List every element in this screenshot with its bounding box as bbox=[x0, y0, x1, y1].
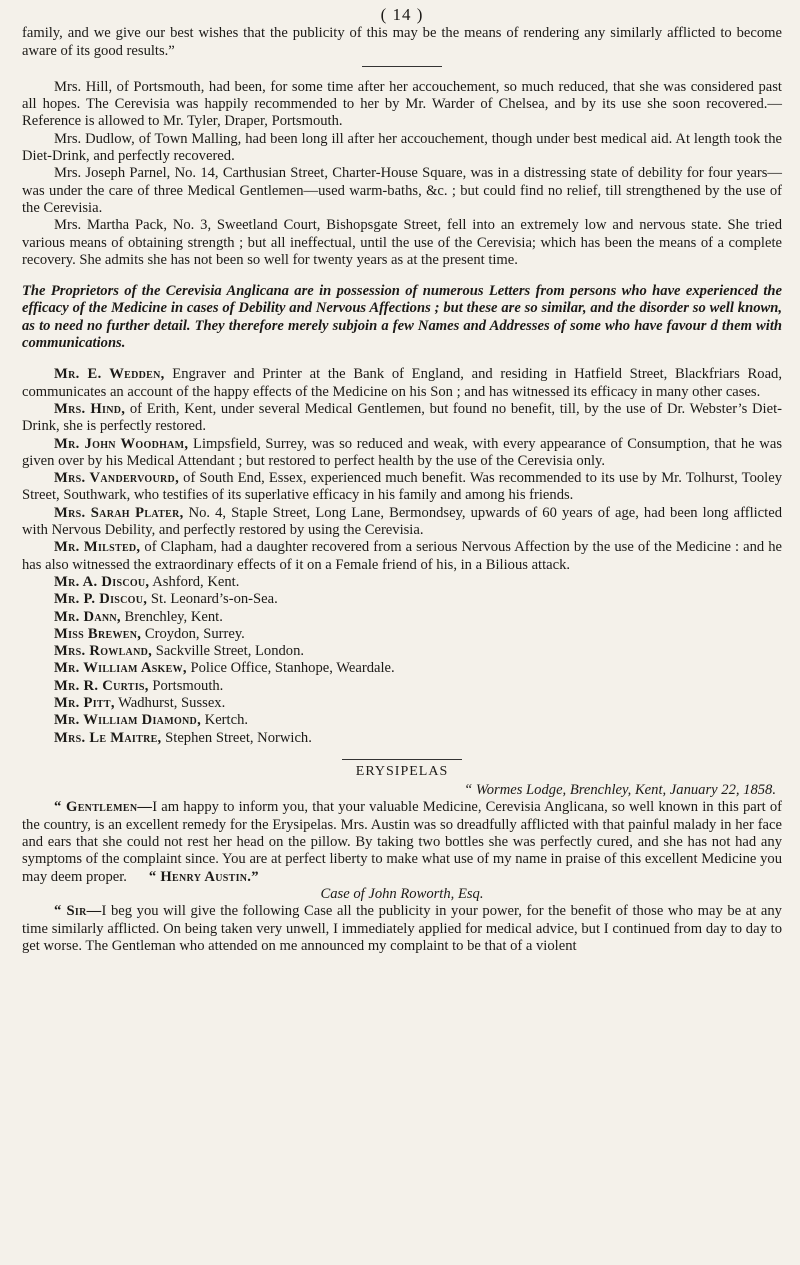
list-address: Wadhurst, Sussex. bbox=[114, 694, 226, 711]
letter-text: I am happy to inform you, that your valuable Medicine, Cerevisia Anglicana, so well known in this part of the country, is an excellent remedy for the Erysipelas. Mrs. Austin was so dreadfully afflicted with that painful malady in her face and ears that she could not rest her head on the pillow. By taking two bottles she was perfectly cured, and she has not had any symptoms of the complaint since. You are at perfect liberty to make what use of my name in praise of this excellent Medicine you may deem proper. bbox=[22, 799, 782, 885]
case-title: Case of John Roworth, Esq. bbox=[320, 885, 484, 902]
section-heading bbox=[22, 759, 782, 780]
list-name: Mrs. Le Maitre, bbox=[54, 729, 162, 746]
list-name: Mr. Dann, bbox=[54, 608, 121, 625]
name-list-item bbox=[22, 574, 782, 591]
testimonial-paragraph: Mrs. Dudlow, of Town Malling, had been long ill after her accouchement, though under best medical aid. At length took the Diet-Drink, and perfectly recovered. bbox=[22, 130, 782, 165]
document-page bbox=[22, 6, 782, 955]
letter-salutation: “ Gentlemen— bbox=[54, 799, 153, 816]
list-name: Mr. A. Discou, bbox=[54, 573, 150, 590]
entry-text: of Erith, Kent, under several Medical Gentlemen, but found no benefit, till, by the use of Dr. Webster’s Diet-Drink, she is perfectly restored. bbox=[22, 400, 782, 435]
testimonial-paragraph: Mrs. Joseph Parnel, No. 14, Carthusian Street, Charter-House Square, was in a distressing state of debility for four years—was under the care of three Medical Gentlemen—used warm-baths, &c. ; but could find no relief, till strengthened by the use of the Cerevisia. bbox=[22, 165, 782, 216]
heading-rule bbox=[342, 759, 462, 760]
list-name: Mr. Pitt, bbox=[54, 694, 115, 711]
name-list-item bbox=[22, 643, 782, 660]
entry-paragraph bbox=[22, 366, 782, 401]
list-name: Mrs. Rowland, bbox=[54, 643, 153, 660]
list-address: Police Office, Stanhope, Weardale. bbox=[186, 660, 395, 677]
entry-text: Engraver and Printer at the Bank of England, and residing in Hatfield Street, Blackfriars Road, communicates an account of the happy effects of the Medicine on his Son ; and has witnessed its efficacy in many other cases. bbox=[22, 366, 782, 400]
entry-paragraph bbox=[22, 436, 782, 471]
entry-paragraph bbox=[22, 539, 782, 574]
list-address: Stephen Street, Norwich. bbox=[161, 729, 312, 746]
name-list-item bbox=[22, 591, 782, 608]
entry-text: No. 4, Staple Street, Long Lane, Bermondsey, upwards of 60 years of age, had been long afflicted with Nervous Debility, and perfectly restored by using the Cerevisia. bbox=[22, 504, 782, 539]
intro-paragraph: family, and we give our best wishes that the publicity of this may be the means of rendering any similarly afflicted to become aware of its good results.” bbox=[22, 25, 782, 59]
list-address: Portsmouth. bbox=[148, 677, 224, 694]
name-list-item bbox=[22, 712, 782, 729]
list-name: Mr. R. Curtis, bbox=[54, 677, 149, 694]
entry-text: of Clapham, had a daughter recovered from a serious Nervous Affection by the use of the Medicine : and he has also witnessed the extraordinary effects of it on a Female friend of his, in a Bilious attack. bbox=[22, 539, 782, 573]
name-list-item bbox=[22, 609, 782, 626]
entry-name: Mrs. Hind, bbox=[54, 400, 126, 417]
list-address: Sackville Street, London. bbox=[152, 643, 305, 660]
name-list-item bbox=[22, 730, 782, 747]
testimonial-paragraph: Mrs. Martha Pack, No. 3, Sweetland Court, Bishopsgate Street, fell into an extremely low and nervous state. She tried various means of obtaining strength ; but all ineffectual, until the use of the Cerevisia; which has been the means of a complete recovery. She admits she has not been so well for twenty years as at the present time. bbox=[22, 217, 782, 268]
entry-name: Mrs. Vandervourd, bbox=[54, 470, 180, 487]
letter-signature: “ Henry Austin.” bbox=[148, 868, 259, 885]
list-address: Ashford, Kent. bbox=[149, 573, 240, 590]
name-list-item bbox=[22, 678, 782, 695]
list-address: St. Leonard’s-on-Sea. bbox=[147, 591, 278, 608]
divider bbox=[362, 66, 442, 67]
letter-dateline: “ Wormes Lodge, Brenchley, Kent, January 22, 1858. bbox=[464, 782, 776, 799]
entry-paragraph bbox=[22, 470, 782, 505]
name-list-item bbox=[22, 626, 782, 643]
entry-text: Limpsfield, Surrey, was so reduced and weak, with every appearance of Consumption, that he was given over by his Medical Attendant ; but restored to perfect health by the use of the Cerevisia only. bbox=[22, 435, 782, 469]
list-address: Kertch. bbox=[201, 712, 249, 729]
name-list-item bbox=[22, 695, 782, 712]
entry-name: Mr. E. Wedden, bbox=[54, 366, 165, 383]
case-body bbox=[22, 903, 782, 955]
list-address: Croydon, Surrey. bbox=[141, 625, 245, 642]
entry-text: of South End, Essex, experienced much benefit. Was recommended to its use by Mr. Tolhurst, Tooley Street, Southwark, who testifies of its superlative efficacy in his family and among his friends. bbox=[22, 470, 782, 504]
name-list-item bbox=[22, 660, 782, 677]
list-address: Brenchley, Kent. bbox=[120, 608, 223, 625]
entry-name: Mrs. Sarah Plater, bbox=[54, 504, 184, 521]
case-text: I beg you will give the following Case all the publicity in your power, for the benefit of those who may be at any time similarly afflicted. On being taken very unwell, I immediately applied for medical advice, but I continued from day to day to get worse. The Gentleman who attended on me announced my complaint to be that of a violent bbox=[22, 903, 782, 954]
entry-paragraph bbox=[22, 505, 782, 540]
entry-paragraph bbox=[22, 401, 782, 436]
entry-name: Mr. John Woodham, bbox=[54, 435, 189, 452]
list-name: Mr. P. Discou, bbox=[54, 591, 148, 608]
proprietors-note: The Proprietors of the Cerevisia Anglicana are in possession of numerous Letters from persons who have experienced the efficacy of the Medicine in cases of Debility and Nervous Affections ; but these are so similar, and the disorder so well known, as to need no further detail. They therefore merely subjoin a few Names and Addresses of some who have favour d them with communications. bbox=[22, 283, 782, 352]
erysipelas-heading: ERYSIPELAS bbox=[355, 763, 449, 779]
list-name: Miss Brewen, bbox=[54, 625, 142, 642]
case-salutation: “ Sir— bbox=[54, 903, 102, 920]
letter-body bbox=[22, 799, 782, 885]
page-number: ( 14 ) bbox=[380, 5, 424, 24]
testimonial-paragraph: Mrs. Hill, of Portsmouth, had been, for some time after her accouchement, so much reduced, that she was considered past all hopes. The Cerevisia was happily recommended to her by Mr. Warder of Chelsea, and by its use she soon recovered.—Reference is allowed to Mr. Tyler, Draper, Portsmouth. bbox=[22, 78, 782, 130]
list-name: Mr. William Askew, bbox=[54, 660, 187, 677]
entry-name: Mr. Milsted, bbox=[54, 539, 141, 556]
list-name: Mr. William Diamond, bbox=[54, 712, 202, 729]
